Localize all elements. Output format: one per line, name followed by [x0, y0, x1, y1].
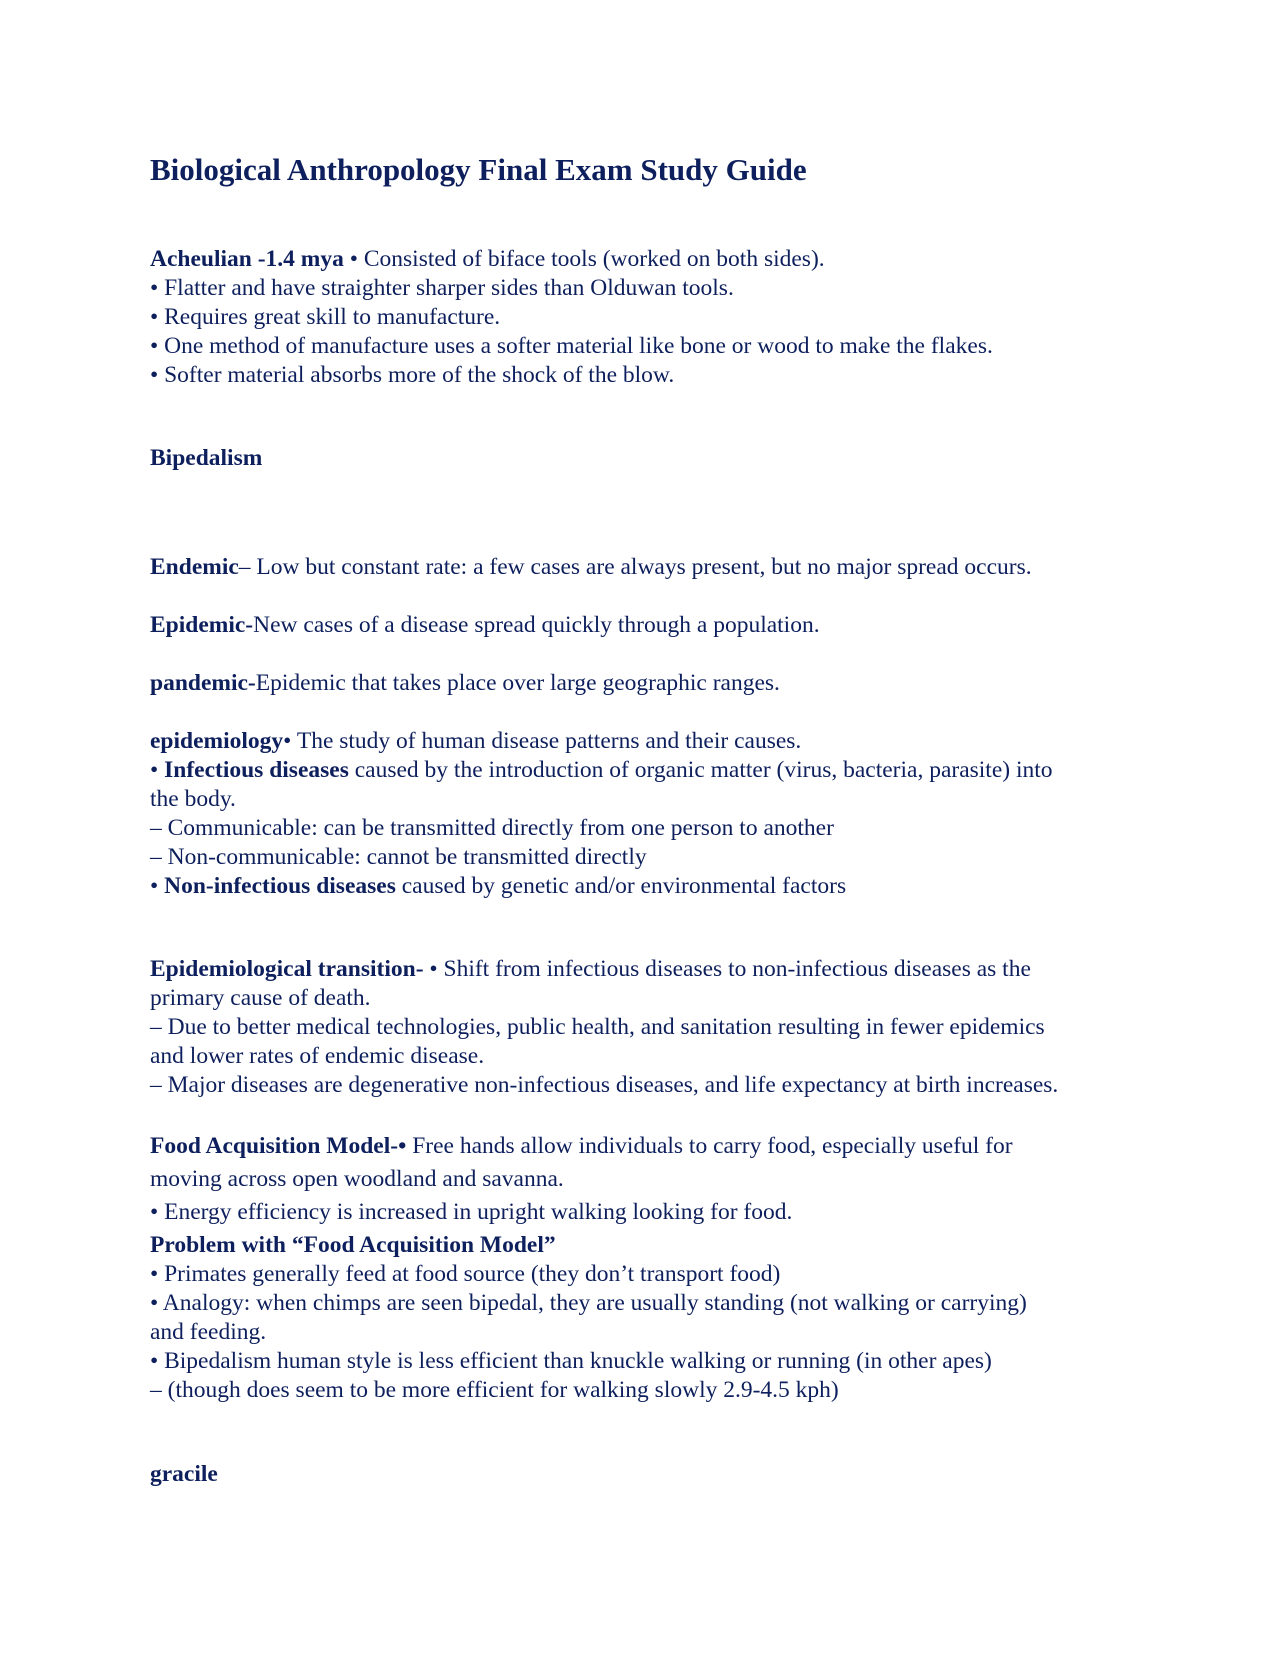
problem-bullet: • Analogy: when chimps are seen bipedal, they are usually standing (not walking or carrying) — [150, 1290, 1027, 1316]
endemic-line — [150, 553, 1032, 582]
problem-bullet: • Bipedalism human style is less efficient than knuckle walking or running (in other apes) — [150, 1348, 992, 1374]
infectious-definition: caused by the introduction of organic matter (virus, bacteria, parasite) into — [348, 757, 1053, 783]
infectious-term: Infectious diseases — [164, 757, 349, 783]
acheulian-bullet: • One method of manufacture uses a softer material like bone or wood to make the flakes. — [150, 333, 993, 359]
epidemiology-definition: • The study of human disease patterns and their causes. — [283, 728, 802, 754]
noncommunicable-line: – Non-communicable: cannot be transmitted directly — [150, 844, 647, 870]
acheulian-bullet: • Requires great skill to manufacture. — [150, 304, 501, 330]
problem-sub-bullet: – (though does seem to be more efficient for walking slowly 2.9-4.5 kph) — [150, 1377, 839, 1403]
food-model-line — [150, 1132, 1013, 1161]
endemic-definition: – Low but constant rate: a few cases are always present, but no major spread occurs. — [238, 554, 1032, 580]
energy-line: • Energy efficiency is increased in upright walking looking for food. — [150, 1199, 793, 1225]
page-title: Biological Anthropology Final Exam Study Guide — [150, 152, 807, 187]
gracile-term: gracile — [150, 1461, 218, 1487]
epidemic-definition: New cases of a disease spread quickly through a population. — [253, 612, 820, 638]
bullet: • — [150, 873, 165, 899]
acheulian-bullet: • Flatter and have straighter sharper sides than Olduwan tools. — [150, 275, 734, 301]
communicable-line: – Communicable: can be transmitted directly from one person to another — [150, 815, 834, 841]
problem-heading — [150, 1231, 556, 1260]
problem-heading-text: Problem with “Food Acquisition Model” — [150, 1232, 556, 1258]
infectious-continuation: the body. — [150, 786, 236, 812]
gracile-heading — [150, 1460, 218, 1489]
epidemiology-line — [150, 727, 801, 756]
pandemic-definition: Epidemic that takes place over large geographic ranges. — [255, 670, 780, 696]
pandemic-line — [150, 669, 780, 698]
transition-line-2-continuation: and lower rates of endemic disease. — [150, 1043, 485, 1069]
transition-definition: • Shift from infectious diseases to non-infectious diseases as the — [423, 956, 1031, 982]
pandemic-term: pandemic- — [150, 670, 256, 696]
epidemiology-term: epidemiology — [150, 728, 284, 754]
epidemic-line — [150, 611, 820, 640]
epidemic-term: Epidemic- — [150, 612, 254, 638]
food-model-term: Food Acquisition Model-• — [150, 1133, 407, 1159]
acheulian-line — [150, 245, 825, 274]
noninfectious-definition: caused by genetic and/or environmental factors — [395, 873, 847, 899]
transition-term: Epidemiological transition- — [150, 956, 424, 982]
problem-bullet: • Primates generally feed at food source (they don’t transport food) — [150, 1261, 781, 1287]
bipedalism-term: Bipedalism — [150, 445, 263, 471]
infectious-line — [150, 756, 1053, 785]
acheulian-definition: • Consisted of biface tools (worked on both sides). — [343, 246, 825, 272]
transition-line-3: – Major diseases are degenerative non-infectious diseases, and life expectancy at birth increases. — [150, 1072, 1059, 1098]
transition-line-2: – Due to better medical technologies, public health, and sanitation resulting in fewer epidemics — [150, 1014, 1045, 1040]
endemic-term: Endemic — [150, 554, 239, 580]
noninfectious-line — [150, 872, 846, 901]
food-model-continuation: moving across open woodland and savanna. — [150, 1166, 564, 1192]
problem-bullet-continuation: and feeding. — [150, 1319, 267, 1345]
food-model-definition: Free hands allow individuals to carry food, especially useful for — [406, 1133, 1013, 1159]
bullet: • — [150, 757, 165, 783]
transition-continuation: primary cause of death. — [150, 985, 371, 1011]
bipedalism-heading — [150, 444, 262, 473]
acheulian-bullet: • Softer material absorbs more of the shock of the blow. — [150, 362, 675, 388]
transition-line — [150, 955, 1031, 984]
noninfectious-term: Non-infectious diseases — [164, 873, 396, 899]
acheulian-term: Acheulian -1.4 mya — [150, 246, 344, 272]
